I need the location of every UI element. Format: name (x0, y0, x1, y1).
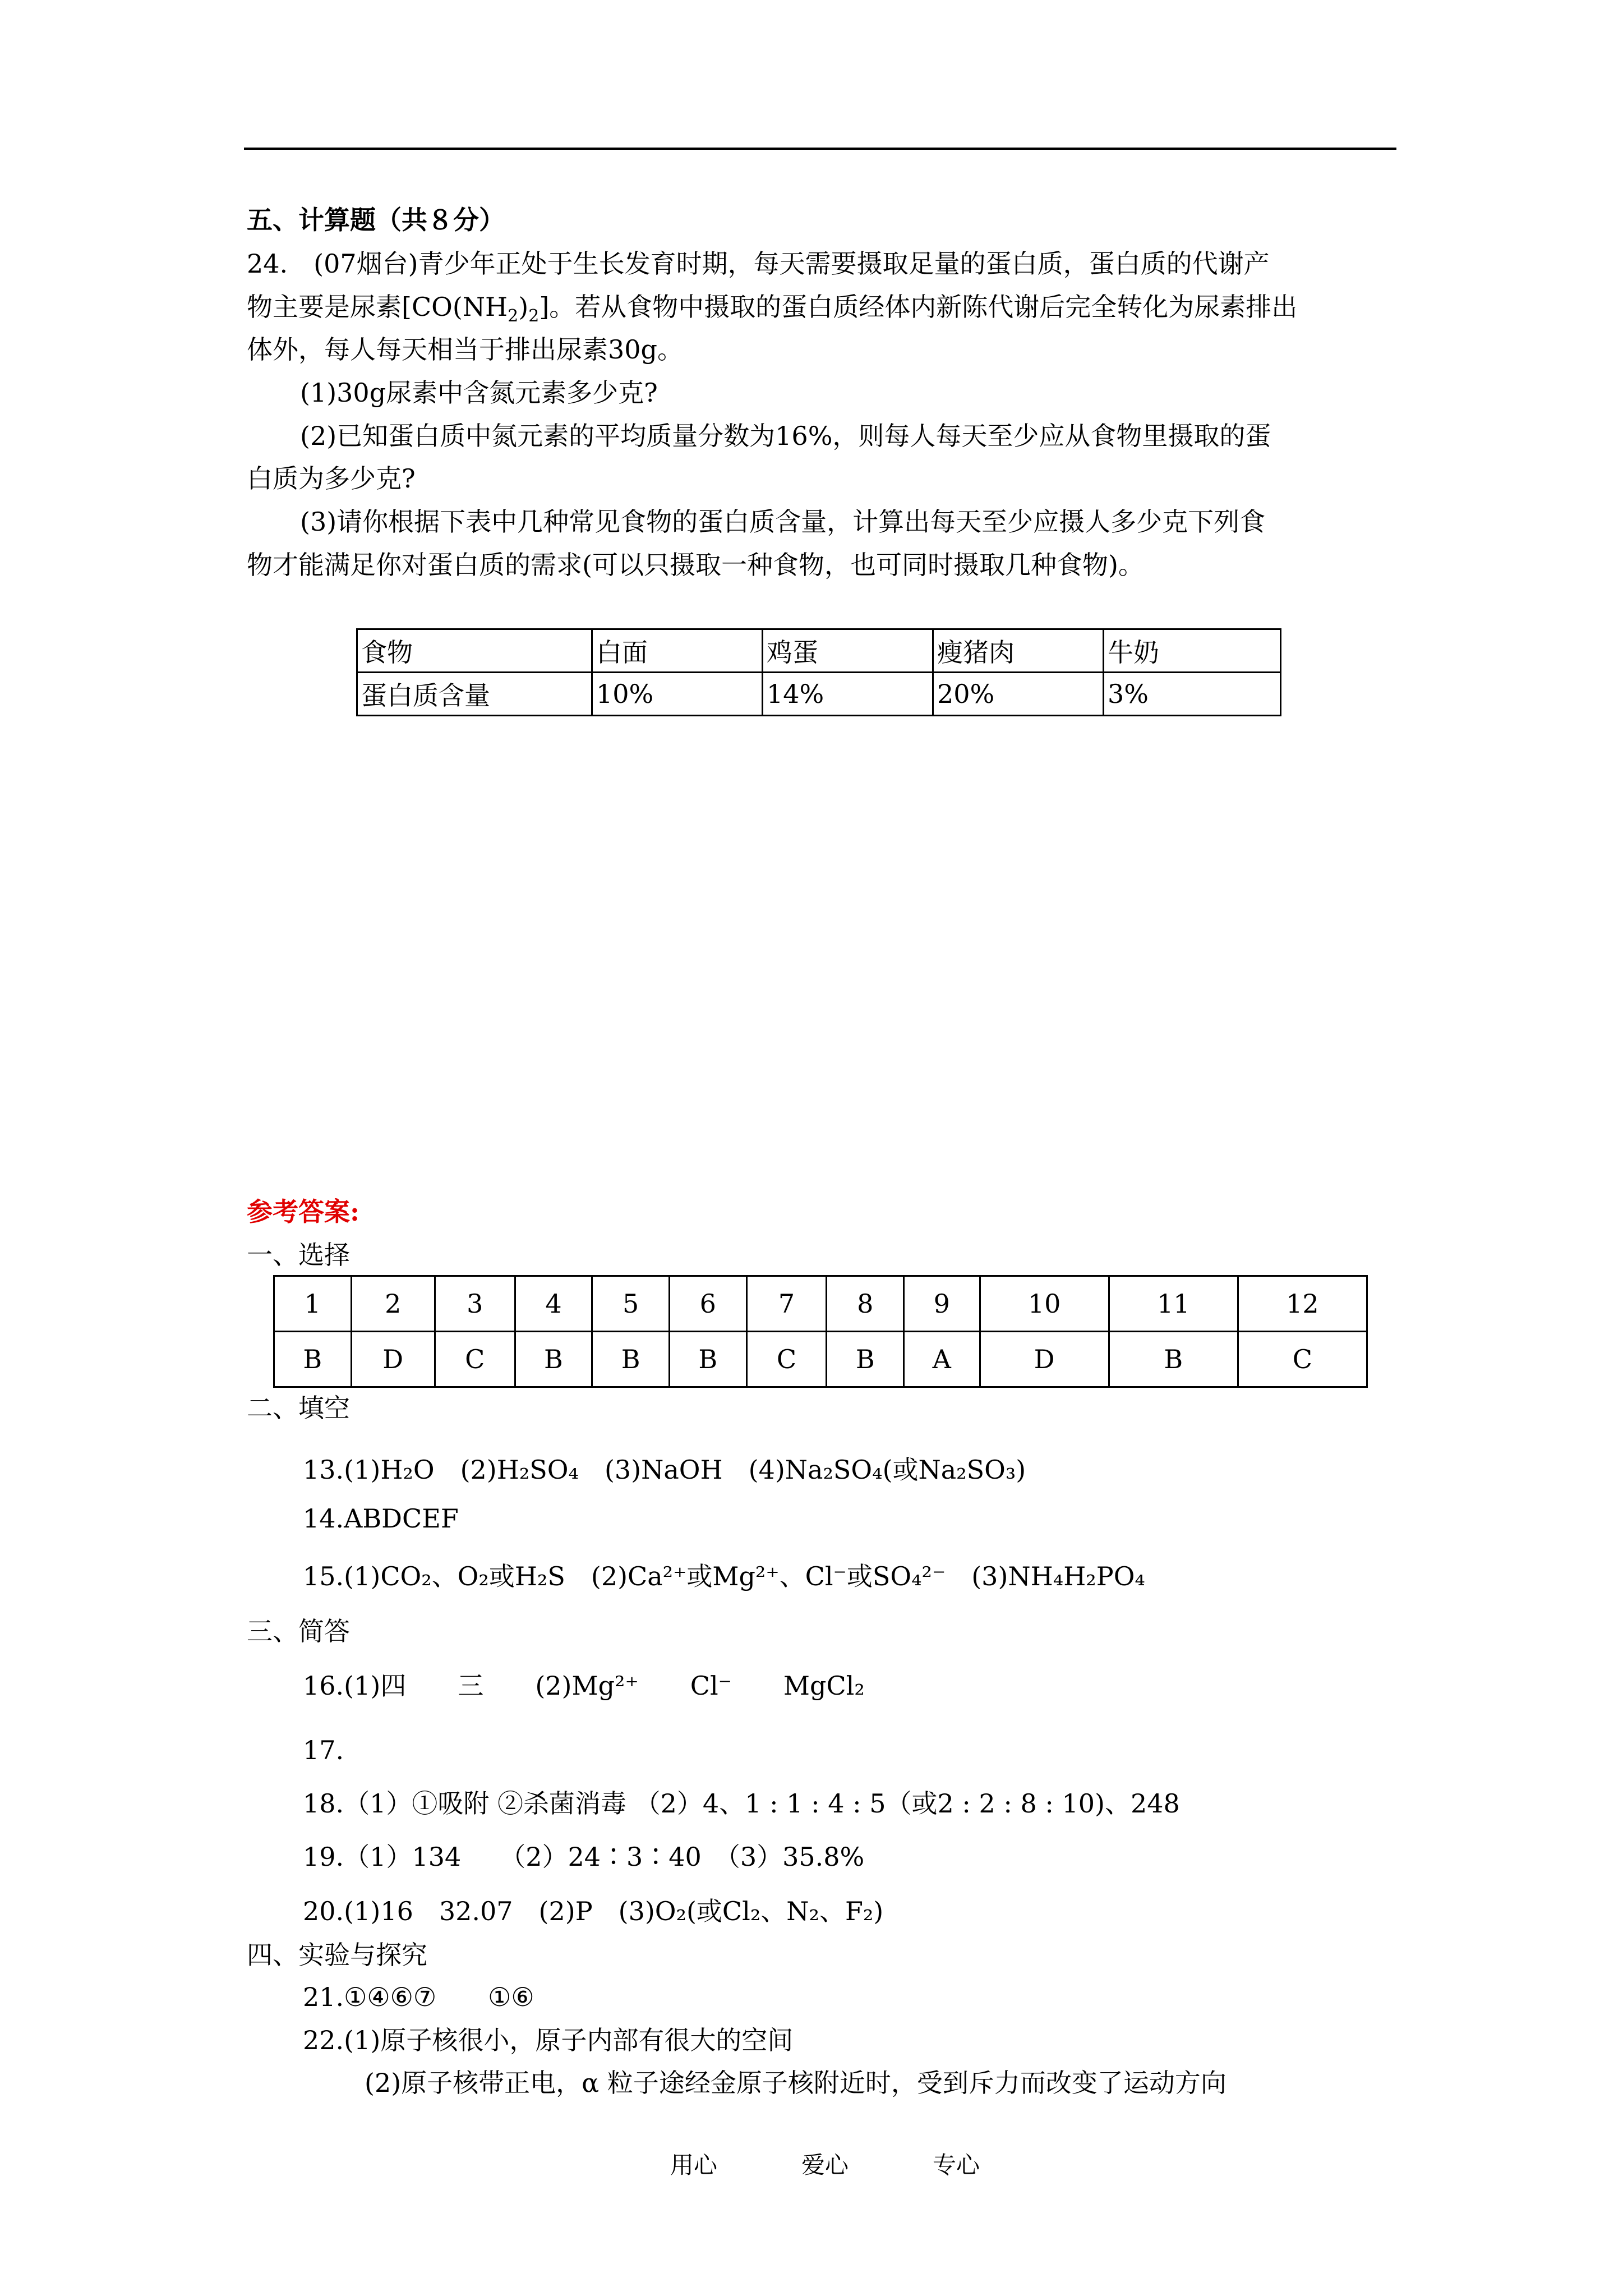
table-cell: 10 (980, 1276, 1109, 1332)
table-header-cell: 牛奶 (1104, 629, 1281, 673)
table-cell: A (904, 1332, 980, 1387)
table-header-cell: 瘦猪肉 (933, 629, 1104, 673)
answers-section-experiment: 四、实验与探究 (247, 1940, 427, 1970)
footer-text: 专心 (933, 2151, 980, 2179)
table-cell: 2 (351, 1276, 435, 1332)
table-cell: 3% (1104, 673, 1281, 716)
answer-17: 17. (303, 1735, 344, 1765)
q24-line2: 物主要是尿素$[CO(NH_2)_2]$。若从食物中摄取的蛋白质经体内新陈代谢后完全转化为尿素排出 (247, 292, 1298, 326)
table-cell: C (746, 1332, 827, 1387)
table-header-cell: 鸡蛋 (763, 629, 933, 673)
table-cell: 9 (904, 1276, 980, 1332)
answer-21: 21.①④⑥⑦ ①⑥ (303, 1982, 534, 2012)
table-row (274, 1332, 1367, 1387)
q24-line3: 体外，每人每天相当于排出尿素30g。 (247, 334, 683, 365)
answers-section-short: 三、简答 (247, 1616, 350, 1646)
table-cell: B (274, 1332, 352, 1387)
table-row (357, 673, 1281, 716)
table-cell: 10% (592, 673, 763, 716)
table-cell: 20% (933, 673, 1104, 716)
footer-text: 用心 (670, 2151, 718, 2179)
answer-16: 16.(1)四 三 (2)Mg²⁺ Cl⁻ MgCl₂ (303, 1671, 865, 1701)
table-header-cell: 食物 (357, 629, 592, 673)
footer-text: 爱心 (801, 2151, 849, 2179)
section-heading-calc: 五、计算题（共８分） (247, 205, 505, 235)
table-cell: C (1238, 1332, 1367, 1387)
choice-answer-table (273, 1275, 1368, 1388)
q24-line1: 24. (07烟台)青少年正处于生长发育时期，每天需要摄取足量的蛋白质，蛋白质的代谢产 (247, 249, 1270, 279)
table-cell: 12 (1238, 1276, 1367, 1332)
table-cell: 4 (515, 1276, 592, 1332)
q24-part3-a: (3)请你根据下表中几种常见食物的蛋白质含量，计算出每天至少应摄人多少克下列食 (300, 507, 1266, 537)
table-cell: D (351, 1332, 435, 1387)
food-protein-table (356, 628, 1281, 716)
table-header-cell: 白面 (592, 629, 763, 673)
table-cell: B (1109, 1332, 1238, 1387)
table-row (274, 1276, 1367, 1332)
table-cell: 6 (669, 1276, 746, 1332)
answers-title: 参考答案: (247, 1197, 359, 1227)
table-cell: C (435, 1332, 515, 1387)
table-cell: 5 (592, 1276, 670, 1332)
table-cell: B (669, 1332, 746, 1387)
q24-part1: (1)30g尿素中含氮元素多少克? (300, 378, 658, 408)
answer-14: 14.ABDCEF (303, 1503, 459, 1534)
answers-section-choice: 一、选择 (247, 1240, 350, 1270)
table-cell: 蛋白质含量 (357, 673, 592, 716)
table-cell: 1 (274, 1276, 352, 1332)
page-footer (670, 2148, 1064, 2182)
table-cell: 14% (763, 673, 933, 716)
answer-22-part1: 22.(1)原子核很小，原子内部有很大的空间 (303, 2025, 794, 2055)
answer-20: 20.(1)16 32.07 (2)P (3)O₂(或Cl₂、N₂、F₂) (303, 1896, 884, 1926)
answer-15: 15.(1)CO₂、O₂或H₂S (2)Ca²⁺或Mg²⁺、Cl⁻或SO₄²⁻ (3)NH₄H₂PO₄ (303, 1561, 1145, 1591)
table-cell: B (515, 1332, 592, 1387)
table-cell: 11 (1109, 1276, 1238, 1332)
table-cell: 8 (827, 1276, 904, 1332)
q24-part3-b: 物才能满足你对蛋白质的需求(可以只摄取一种食物，也可同时摄取几种食物)。 (247, 550, 1144, 580)
table-cell: B (827, 1332, 904, 1387)
table-row (357, 629, 1281, 673)
answer-18: 18.（1）①吸附 ②杀菌消毒 （2）4、1 : 1 : 4 : 5（或2 : 2 : 8 : 10)、248 (303, 1788, 1180, 1819)
q24-part2-a: (2)已知蛋白质中氮元素的平均质量分数为16%，则每人每天至少应从食物里摄取的蛋 (300, 421, 1271, 451)
q24-part2-b: 白质为多少克? (247, 463, 416, 494)
answer-19: 19.（1）134 （2）24∶3∶40 （3）35.8% (303, 1842, 865, 1872)
answer-13: 13.(1)H₂O (2)H₂SO₄ (3)NaOH (4)Na₂SO₄(或Na₂SO₃) (303, 1455, 1026, 1485)
table-cell: B (592, 1332, 670, 1387)
table-cell: 3 (435, 1276, 515, 1332)
answer-22-part2: (2)原子核带正电，α 粒子途经金原子核附近时，受到斥力而改变了运动方向 (365, 2068, 1227, 2098)
table-cell: 7 (746, 1276, 827, 1332)
header-rule (244, 148, 1396, 150)
table-cell: D (980, 1332, 1109, 1387)
answers-section-fill: 二、填空 (247, 1393, 350, 1423)
